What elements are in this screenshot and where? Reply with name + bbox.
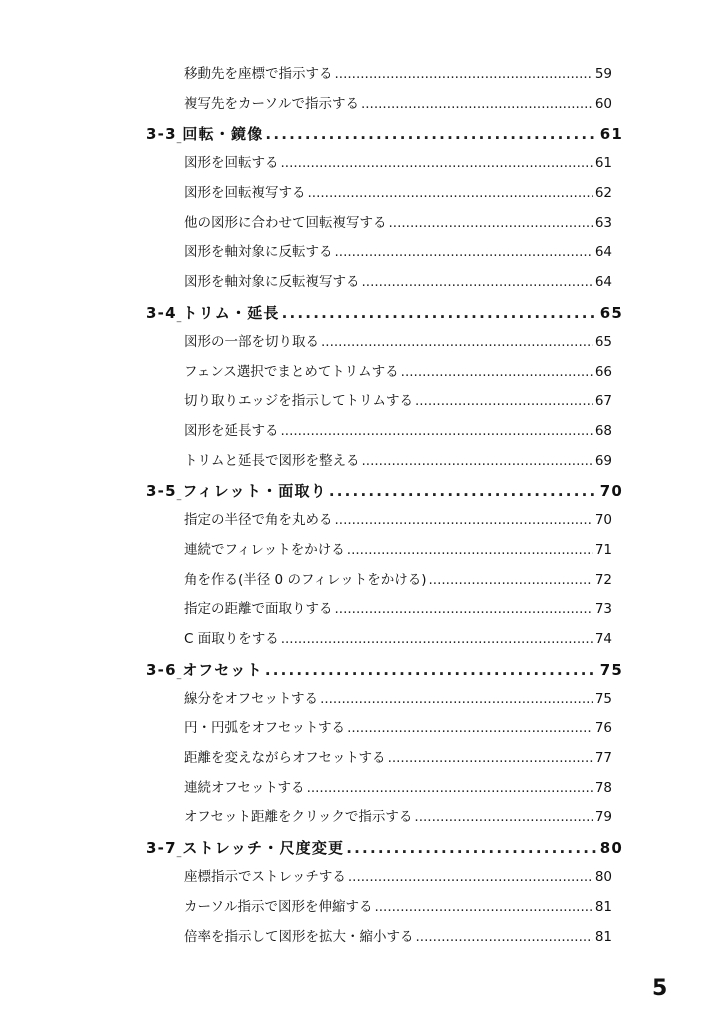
toc-item-title: オフセット距離をクリックで指示する: [184, 809, 413, 826]
toc-item[interactable]: [0, 149, 725, 179]
table-of-contents: [0, 60, 725, 952]
toc-item-title: 図形を軸対象に反転複写する: [184, 274, 360, 291]
toc-item-title: フェンス選択でまとめてトリムする: [184, 363, 399, 380]
section-page: 70: [599, 482, 623, 501]
dot-leader: [281, 625, 593, 655]
dot-leader: [335, 60, 593, 90]
toc-item-page: 77: [594, 750, 612, 767]
toc-item-page: 74: [594, 631, 612, 647]
toc-item-page: 76: [594, 720, 612, 737]
dot-leader: [374, 893, 592, 923]
toc-item-title: 連続でフィレットをかける: [184, 541, 345, 558]
toc-section-3-7[interactable]: [0, 833, 725, 863]
toc-item-title: 角を作る(半径 0 のフィレットをかける): [184, 571, 427, 588]
toc-item[interactable]: [0, 268, 725, 298]
section-number: 3-6: [146, 660, 177, 679]
toc-item-page: 70: [594, 512, 612, 529]
dot-leader: [414, 803, 592, 833]
toc-section-3-5[interactable]: [0, 476, 725, 506]
toc-item[interactable]: [0, 566, 725, 596]
dot-leader: [362, 447, 593, 477]
toc-item-page: 81: [594, 928, 612, 945]
toc-item-title: 複写先をカーソルで指示する: [184, 95, 359, 112]
section-title: オフセット: [182, 660, 263, 679]
toc-item-title: C 面取りをする: [184, 631, 279, 647]
dot-leader: [281, 149, 593, 179]
toc-item[interactable]: [0, 447, 725, 477]
toc-item-title: 距離を変えながらオフセットする: [184, 750, 386, 767]
toc-item-title: 他の図形に合わせて回転複写する: [184, 214, 387, 231]
toc-item-page: 71: [594, 541, 612, 558]
toc-item-title: 図形の一部を切り取る: [184, 333, 319, 350]
toc-item-title: 連続オフセットする: [184, 779, 305, 796]
dot-leader: [321, 328, 593, 358]
toc-item-title: 図形を軸対象に反転する: [184, 244, 333, 261]
dot-leader: [389, 209, 593, 239]
toc-item-page: 62: [594, 185, 612, 202]
section-title: トリム・延長: [182, 303, 280, 322]
toc-item-page: 81: [594, 898, 612, 915]
toc-item-page: 60: [594, 95, 612, 112]
toc-item-title: 線分をオフセットする: [184, 690, 319, 707]
toc-item-page: 80: [594, 869, 612, 886]
section-number: 3-5: [146, 482, 177, 501]
toc-item-page: 61: [594, 155, 612, 172]
toc-item[interactable]: [0, 803, 725, 833]
dot-leader: [281, 417, 593, 447]
toc-item-page: 72: [594, 571, 612, 588]
toc-item[interactable]: [0, 358, 725, 388]
toc-item[interactable]: [0, 417, 725, 447]
toc-item-title: 図形を回転複写する: [184, 185, 306, 202]
dot-leader: [429, 566, 593, 596]
toc-item-page: 73: [594, 601, 612, 618]
toc-section-3-6[interactable]: [0, 655, 725, 685]
dot-leader: [308, 179, 593, 209]
dot-leader: [346, 833, 597, 863]
dot-leader: [416, 923, 593, 953]
toc-item[interactable]: [0, 685, 725, 715]
toc-item[interactable]: [0, 179, 725, 209]
section-mark: _: [176, 491, 183, 502]
toc-item-page: 59: [594, 66, 612, 82]
toc-item[interactable]: [0, 893, 725, 923]
toc-item[interactable]: [0, 625, 725, 655]
toc-item-title: 切り取りエッジを指示してトリムする: [184, 393, 413, 410]
section-number: 3-7: [146, 839, 177, 858]
toc-item-page: 64: [594, 244, 612, 261]
toc-item-title: 移動先を座標で指示する: [184, 66, 333, 82]
section-page: 80: [599, 839, 623, 858]
toc-item-title: カーソル指示で図形を伸縮する: [184, 898, 373, 915]
section-title: ストレッチ・尺度変更: [182, 839, 345, 858]
dot-leader: [335, 595, 593, 625]
dot-leader: [282, 298, 598, 328]
toc-item-title: 円・円弧をオフセットする: [184, 720, 346, 737]
dot-leader: [401, 358, 593, 388]
toc-item[interactable]: [0, 595, 725, 625]
section-number: 3-3: [146, 125, 177, 144]
dot-leader: [361, 90, 593, 120]
toc-item-title: 図形を延長する: [184, 422, 279, 439]
section-number: 3-4: [146, 303, 177, 322]
toc-item-title: 倍率を指示して図形を拡大・縮小する: [184, 928, 414, 945]
dot-leader: [362, 268, 593, 298]
toc-item[interactable]: [0, 774, 725, 804]
section-title: フィレット・面取り: [182, 482, 327, 501]
dot-leader: [265, 655, 598, 685]
toc-item-page: 63: [594, 214, 612, 231]
section-mark: _: [176, 134, 183, 145]
section-mark: _: [176, 669, 183, 680]
dot-leader: [265, 119, 597, 149]
dot-leader: [415, 387, 593, 417]
dot-leader: [348, 863, 593, 893]
dot-leader: [320, 685, 593, 715]
toc-item-title: 座標指示でストレッチする: [184, 869, 346, 886]
section-page: 75: [599, 660, 623, 679]
section-page: 61: [599, 125, 623, 144]
toc-item[interactable]: [0, 536, 725, 566]
toc-item-page: 67: [594, 393, 612, 410]
toc-item[interactable]: [0, 863, 725, 893]
page-number: 5: [652, 976, 668, 1001]
section-mark: _: [176, 312, 183, 323]
toc-section-3-4[interactable]: [0, 298, 725, 328]
toc-item-page: 69: [594, 452, 612, 469]
toc-item-title: 図形を回転する: [184, 155, 279, 172]
toc-item-page: 68: [594, 422, 612, 439]
toc-item[interactable]: [0, 387, 725, 417]
toc-item-page: 78: [594, 779, 612, 796]
toc-item-page: 64: [594, 274, 612, 291]
toc-item[interactable]: [0, 506, 725, 536]
dot-leader: [347, 714, 593, 744]
toc-item[interactable]: [0, 209, 725, 239]
dot-leader: [335, 506, 593, 536]
dot-leader: [307, 774, 593, 804]
dot-leader: [335, 238, 593, 268]
toc-item[interactable]: [0, 60, 725, 90]
dot-leader: [329, 476, 598, 506]
toc-item[interactable]: [0, 923, 725, 953]
section-mark: _: [176, 848, 183, 859]
toc-item-page: 79: [594, 809, 612, 826]
toc-item-page: 75: [594, 690, 612, 707]
toc-item-title: トリムと延長で図形を整える: [184, 452, 360, 469]
toc-item-title: 指定の距離で面取りする: [184, 601, 333, 618]
toc-item-page: 66: [594, 363, 612, 380]
toc-section-3-3[interactable]: [0, 119, 725, 149]
toc-item-page: 65: [594, 333, 612, 350]
toc-item[interactable]: [0, 90, 725, 120]
toc-item-title: 指定の半径で角を丸める: [184, 512, 333, 529]
toc-item[interactable]: [0, 744, 725, 774]
section-title: 回転・鏡像: [182, 125, 264, 144]
toc-item[interactable]: [0, 714, 725, 744]
toc-item[interactable]: [0, 238, 725, 268]
section-page: 65: [599, 303, 623, 322]
toc-item[interactable]: [0, 328, 725, 358]
dot-leader: [347, 536, 593, 566]
dot-leader: [388, 744, 593, 774]
